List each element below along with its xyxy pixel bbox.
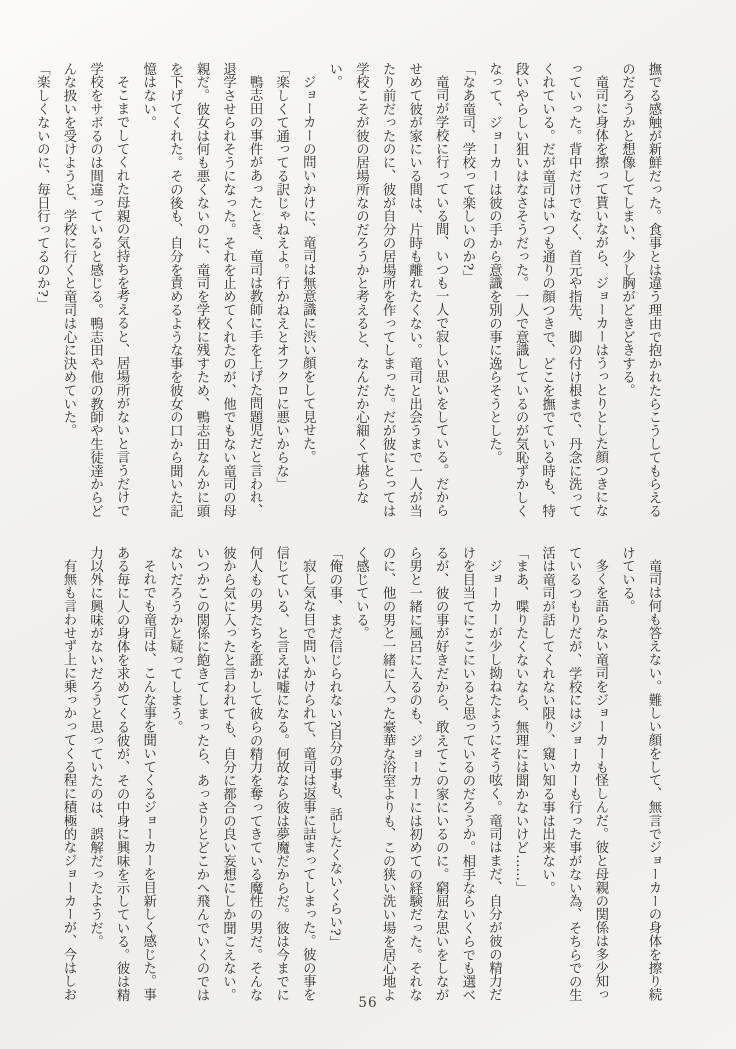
text-block-top bbox=[28, 62, 666, 518]
paragraph: 鴨志田の事件があったとき、竜司は教師に手を上げた問題児だと言われ、退学させられそうになった。それを止めてくれたのが、他でもない竜司の母親だ。彼女は何も悪くないのに、竜司を学校に残すため、鴨志田なんかに頭を下げてくれた。その後も、自分を責めるような事を彼女の口から聞いた記憶はない。 bbox=[140, 62, 263, 518]
text-block-bottom bbox=[54, 546, 666, 1002]
paragraph: 撫でる感触が新鮮だった。食事とは違う理由で抱かれたらこうしてもらえるのだろうかと想像してしまい、少し胸がどきどきする。 bbox=[619, 62, 661, 518]
paragraph: 有無も言わせず上に乗っかってくる程に積極的なジョーカーが、今はしお bbox=[60, 559, 76, 1002]
paragraph: ジョーカーの問いかけに、竜司は無意識に渋い顔をして見せた。 bbox=[300, 75, 316, 464]
page-number: 56 bbox=[358, 995, 378, 1011]
dialogue-line: 「なあ竜司、学校って楽しいのか?」 bbox=[459, 62, 475, 284]
paragraph: それでも竜司は、こんな事を聞いてくるジョーカーを目新しく感じた。事ある毎に人の身体を求めてくる彼が、その中身に興味を示している。彼は精力以外に興味がないだろうと思っていたのは、誤解だったようだ。 bbox=[87, 546, 156, 1002]
paragraph: 多くを語らない竜司をジョーカーも怪しんだ。彼と母親の関係は多少知っているつもりだが、学校にはジョーカーも行った事がない為、そちらでの生活は竜司が話してくれない限り、窺い知る事は出来ない。 bbox=[539, 546, 608, 1002]
paragraph: ジョーカーが少し拗ねたようにそう呟く。竜司はまだ、自分が彼の精力だけを目当てにここにいると思っているのだろうか。相手ならいくらでも選べるが、彼の事が好きだから、敢えてこの家にいるのに。窮屈な思いをしながら男と一緒に風呂に入るのも、ジョーカーには初めての経験だった。それなのに、他の男と一緒に入った豪華な浴室よりも、この狭い洗い場を居心地よく感じている。 bbox=[353, 546, 502, 1002]
dialogue-line: 「楽しくて通ってる訳じゃねえよ。行かねえとオフクロに悪いからな」 bbox=[273, 62, 289, 491]
paragraph: 寂し気な目で問いかけられて、竜司は返事に詰まってしまった。彼の事を信じている、と言えば嘘になる。何故なら彼は夢魔だからだ。彼は今までに何人もの男たちを誑かして彼らの精力を奪ってきている魔性の男だ。そんな彼から気に入ったと言われても、自分に都合の良い妄想にしか聞こえない。いつかこの関係に飽きてしまったら、あっさりとどこかへ飛んでいくのではないだろうかと疑ってしまう。 bbox=[167, 546, 316, 1002]
paragraph: 竜司に身体を擦って貰いながら、ジョーカーはうっとりとした顔つきになっていった。背中だけでなく、首元や指先、脚の付け根まで、丹念に洗ってくれている。だが竜司はいつも通りの顔つきで、どこを撫でている時も、特段いやらしい狙いはなさそうだった。一人で意識しているのが気恥ずかしくなって、ジョーカーは彼の手から意識を別の事に逸らそうとした。 bbox=[486, 62, 608, 518]
dialogue-line: 「楽しくないのに、毎日行ってるのか?」 bbox=[34, 62, 50, 311]
paragraph: 竜司は何も答えない。難しい顔をして、無言でジョーカーの身体を擦り続けている。 bbox=[619, 546, 661, 1002]
dialogue-line: 「俺の事、まだ信じられない?自分の事も、話したくないくらい?」 bbox=[326, 546, 342, 949]
paragraph: 竜司が学校に行っている間、いつも一人で寂しい思いをしている。だからせめて彼が家にいる間は、片時も離れたくない。竜司と出会うまで一人が当たり前だったのに、彼が自分の居場所を作ってしまった。だが彼にとっては学校こそが彼の居場所なのだろうかと考えると、なんだか心細くて堪らない。 bbox=[326, 62, 449, 518]
paragraph: そこまでしてくれた母親の気持ちを考えると、居場所がないと言うだけで学校をサボるのは間違っていると感じる。鴨志田や他の教師や生徒達からどんな扱いを受けようと、学校に行くと竜司は心に決めていた。 bbox=[60, 62, 130, 518]
dialogue-line: 「まあ、喋りたくないなら、無理には聞かないけど……」 bbox=[513, 546, 529, 895]
